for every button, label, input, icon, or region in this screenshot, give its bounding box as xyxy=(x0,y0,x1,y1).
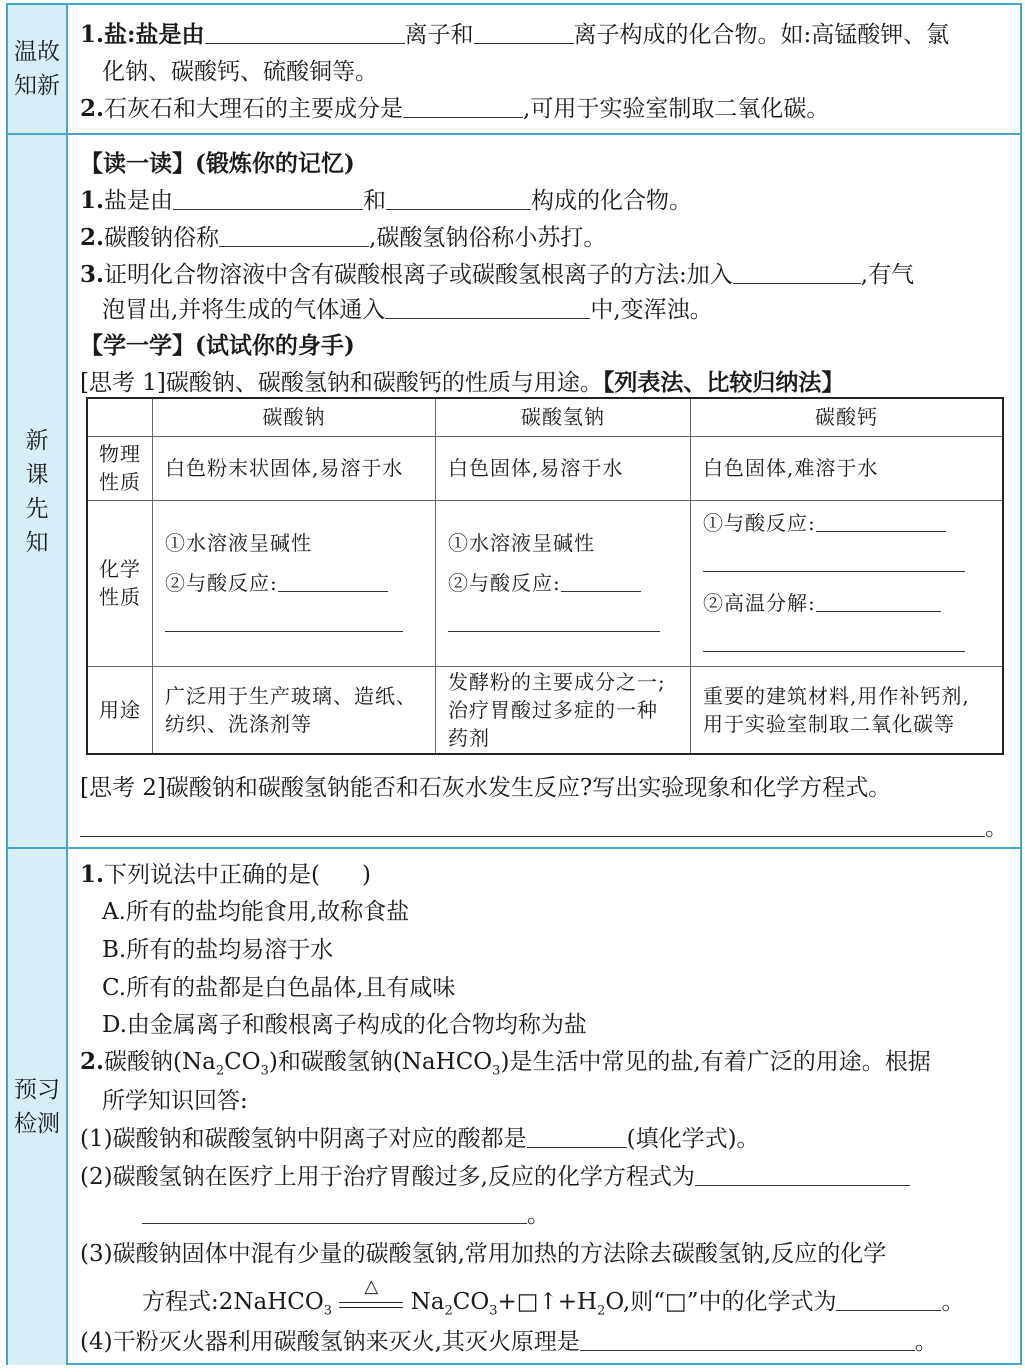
chem-caco3-blank4[interactable] xyxy=(703,631,965,652)
review-q1-blank1[interactable] xyxy=(205,21,405,44)
preview-content xyxy=(80,849,1010,1365)
q2-part3-equation: 方程式:2NaHCO$_3$ △ $Na_2CO_3+□↑+H_2O$,则“□”中的化学式为 。 xyxy=(80,1287,1010,1327)
read-q3-line2: 泡冒出,并将生成的气体通入 中,变浑浊。 xyxy=(102,297,713,323)
read-q1: 1.盐是由 和 构成的化合物。 xyxy=(80,187,693,214)
review-q2: 2.石灰石和大理石的主要成分是 ,可用于实验室制取二氧化碳。 xyxy=(80,95,830,122)
review-content xyxy=(80,5,1010,133)
chemical-label: 化学 性质 xyxy=(87,500,153,666)
table-row-chemical xyxy=(87,500,1003,666)
q1-option-d[interactable]: D.由金属离子和酸根离子构成的化合物均称为盐 xyxy=(102,1012,587,1038)
review-q2-blank[interactable] xyxy=(403,95,523,118)
heat-arrow xyxy=(339,1276,403,1314)
read-q2: 2.碳酸钠俗称 ,碳酸氢钠俗称小苏打。 xyxy=(80,224,607,251)
q2-p1-blank[interactable] xyxy=(527,1125,627,1148)
think2-blank[interactable] xyxy=(80,814,985,837)
preview-q2: 2.碳酸钠$(Na_2CO_3)$和碳酸氢钠(NaHCO$_3$)是生活中常见的盐,有着广泛的用途。根据 xyxy=(80,1048,931,1079)
new-lesson-section xyxy=(8,133,1020,849)
physical-na2co3: 白色粉末状固体,易溶于水 xyxy=(153,436,436,500)
review-label xyxy=(8,5,68,133)
read-q3: 3.证明化合物溶液中含有碳酸根离子或碳酸氢根离子的方法:加入 ,有气 xyxy=(80,261,915,288)
new-lesson-label: 新 课 先 知 xyxy=(8,135,68,849)
chem-nahco3-blank1[interactable] xyxy=(561,571,641,592)
chem-caco3-blank3[interactable] xyxy=(816,591,941,612)
use-caco3: 重要的建筑材料,用作补钙剂,用于实验室制取二氧化碳等 xyxy=(691,666,1004,754)
preview-section xyxy=(8,847,1020,1365)
review-label-line2: 知新 xyxy=(14,73,60,99)
table-header-nahco3: 碳酸氢钠 xyxy=(436,398,691,436)
learn-header: 【学一学】(试试你的身手) xyxy=(80,332,355,359)
property-table xyxy=(86,397,1004,755)
q2-part4: (4)干粉灭火器利用碳酸氢钠来灭火,其灭火原理是 。 xyxy=(80,1329,938,1355)
q2-part3: (3)碳酸钠固体中混有少量的碳酸氢钠,常用加热的方法除去碳酸氢钠,反应的化学 xyxy=(80,1241,887,1267)
table-header-row xyxy=(87,398,1003,436)
table-row-physical xyxy=(87,436,1003,500)
chem-caco3-blank2[interactable] xyxy=(703,551,965,572)
review-label-line1: 温故 xyxy=(14,39,60,65)
q1-option-c[interactable]: C.所有的盐都是白色晶体,且有咸味 xyxy=(102,975,456,1001)
chemical-na2co3: ①水溶液呈碱性 ②与酸反应: xyxy=(153,500,436,666)
review-q1: 1.盐:盐是由 离子和 离子构成的化合物。如:高锰酸钾、氯 xyxy=(80,21,950,48)
read-q3-blank2[interactable] xyxy=(385,296,590,319)
preview-q1: 1.下列说法中正确的是( ) xyxy=(80,861,371,888)
table-header-na2co3: 碳酸钠 xyxy=(153,398,436,436)
think1: [思考 1]碳酸钠、碳酸氢钠和碳酸钙的性质与用途。【列表法、比较归纳法】 xyxy=(80,369,845,396)
q2-p4-blank[interactable] xyxy=(580,1328,915,1351)
chemical-caco3: ①与酸反应: ②高温分解: xyxy=(691,500,1004,666)
chem-nahco3-blank2[interactable] xyxy=(448,611,660,632)
chem-na2co3-blank1[interactable] xyxy=(278,571,388,592)
use-na2co3: 广泛用于生产玻璃、造纸、纺织、洗涤剂等 xyxy=(153,666,436,754)
q2-p2-blank2[interactable] xyxy=(142,1201,527,1224)
table-header-caco3: 碳酸钙 xyxy=(691,398,1004,436)
q2-part2: (2)碳酸氢钠在医疗上用于治疗胃酸过多,反应的化学方程式为 xyxy=(80,1162,1010,1192)
review-q1-line2: 化钠、碳酸钙、硫酸铜等。 xyxy=(102,59,378,85)
chem-caco3-blank1[interactable] xyxy=(816,511,946,532)
chem-na2co3-blank2[interactable] xyxy=(165,611,403,632)
physical-caco3: 白色固体,难溶于水 xyxy=(691,436,1004,500)
physical-label: 物理 性质 xyxy=(87,436,153,500)
read-q1-blank1[interactable] xyxy=(173,187,363,210)
q2-part2-line2: 。 xyxy=(80,1200,1010,1230)
review-section xyxy=(8,5,1020,133)
table-row-use xyxy=(87,666,1003,754)
q1-option-a[interactable]: A.所有的盐均能食用,故称食盐 xyxy=(102,899,410,925)
q2-part1: (1)碳酸钠和碳酸氢钠中阴离子对应的酸都是 (填化学式)。 xyxy=(80,1126,760,1152)
delta-sign: △ xyxy=(364,1276,379,1297)
use-label: 用途 xyxy=(87,666,153,754)
think2: [思考 2]碳酸钠和碳酸氢钠能否和石灰水发生反应?写出实验现象和化学方程式。 xyxy=(80,775,892,801)
use-nahco3: 发酵粉的主要成分之一;治疗胃酸过多症的一种药剂 xyxy=(436,666,691,754)
q2-p3-blank[interactable] xyxy=(836,1288,941,1311)
chemical-nahco3: ①水溶液呈碱性 ②与酸反应: xyxy=(436,500,691,666)
preview-label: 预习 检测 xyxy=(8,849,68,1365)
read-header: 【读一读】(锻炼你的记忆) xyxy=(80,150,355,177)
q2-stem-line2: 所学知识回答: xyxy=(102,1088,248,1114)
think2-answer-line: 。 xyxy=(80,813,1010,843)
q2-p2-blank1[interactable] xyxy=(695,1163,910,1186)
new-lesson-content xyxy=(80,135,1010,849)
worksheet xyxy=(6,3,1022,1365)
q1-option-b[interactable]: B.所有的盐均易溶于水 xyxy=(102,937,334,963)
review-q1-blank2[interactable] xyxy=(474,21,574,44)
read-q3-blank1[interactable] xyxy=(733,261,861,284)
read-q2-blank[interactable] xyxy=(219,224,369,247)
physical-nahco3: 白色固体,易溶于水 xyxy=(436,436,691,500)
read-q1-blank2[interactable] xyxy=(386,187,531,210)
